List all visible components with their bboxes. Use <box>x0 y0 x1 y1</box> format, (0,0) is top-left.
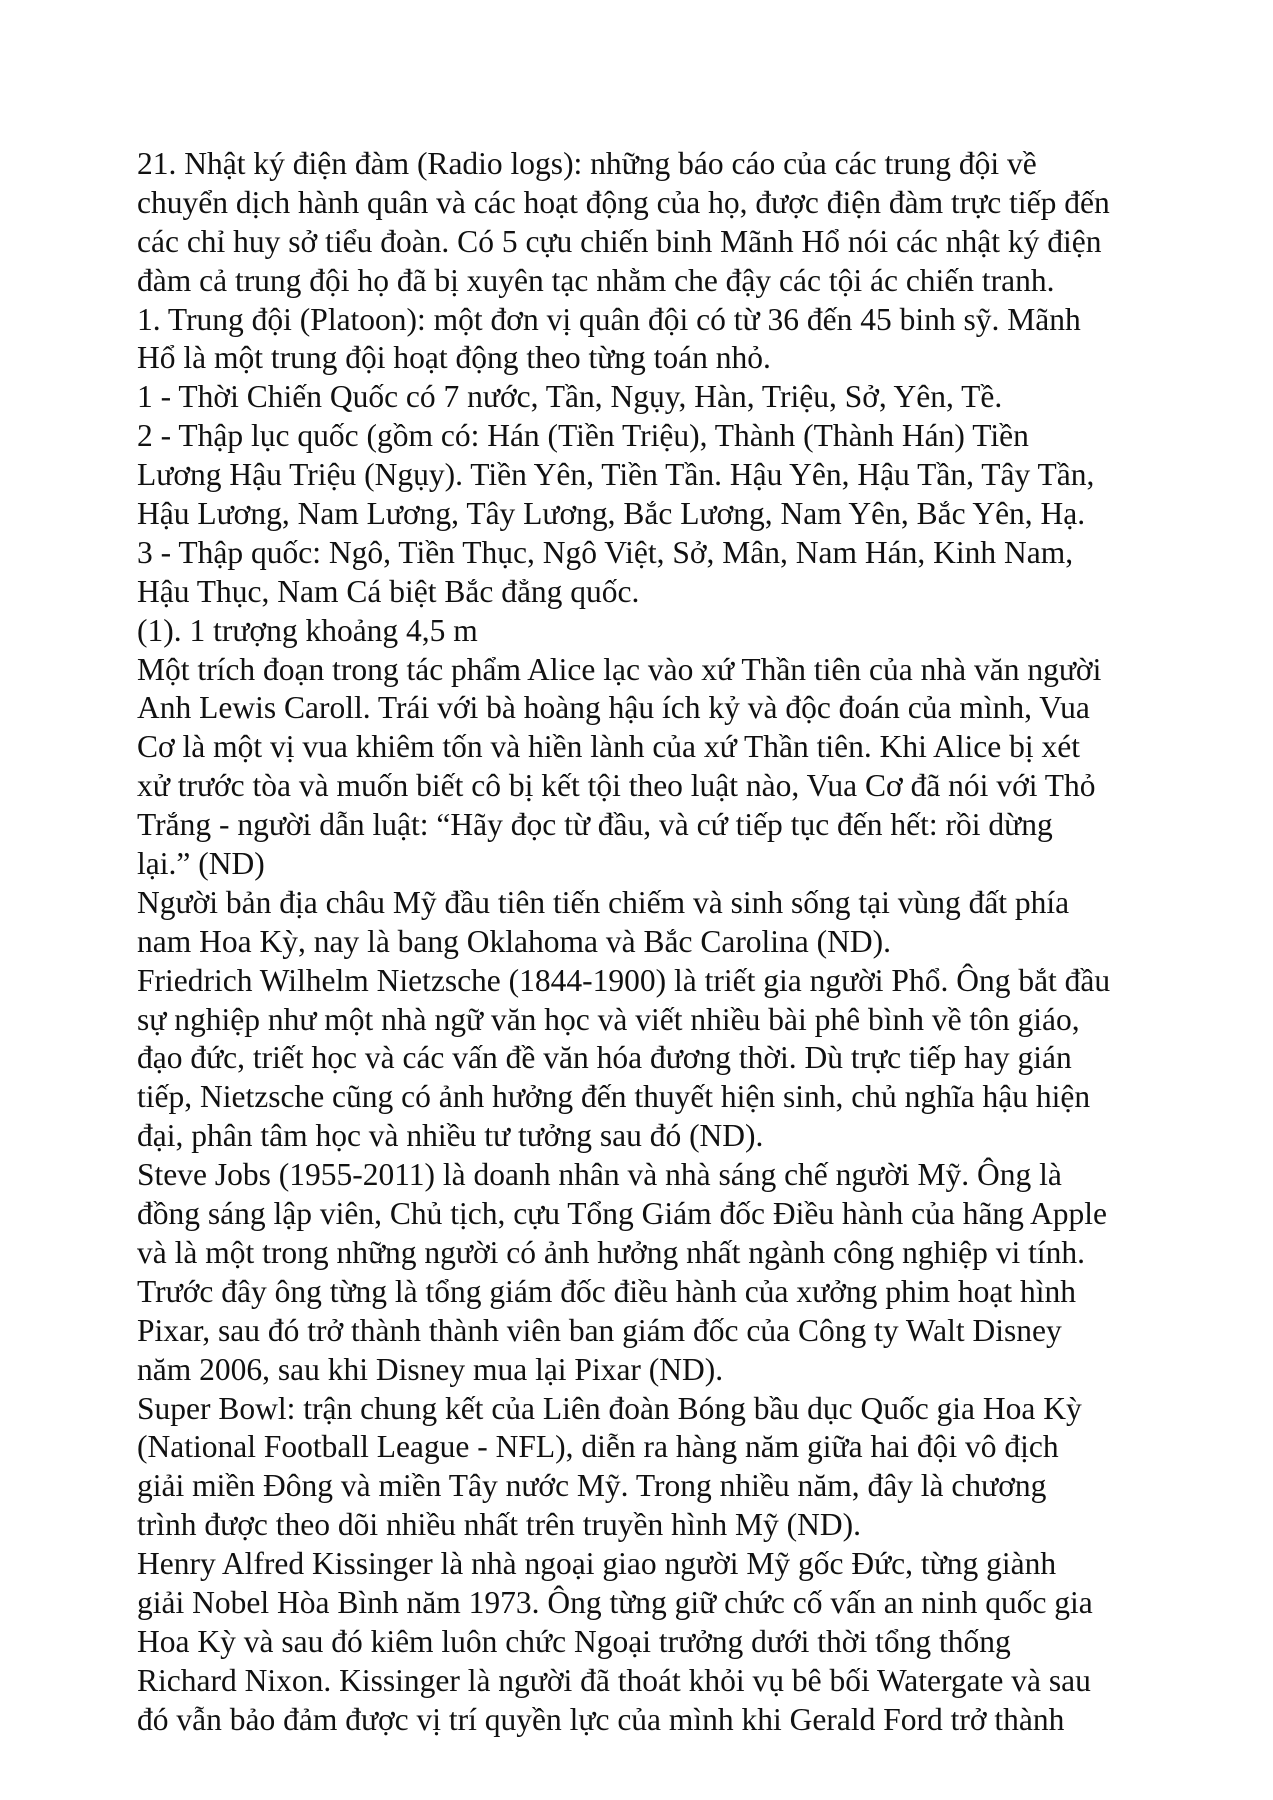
text-line: Pixar, sau đó trở thành thành viên ban giám đốc của Công ty Walt Disney <box>137 1312 1062 1348</box>
text-line: Super Bowl: trận chung kết của Liên đoàn Bóng bầu dục Quốc gia Hoa Kỳ <box>137 1390 1082 1426</box>
text-line: 3 - Thập quốc: Ngô, Tiền Thục, Ngô Việt, Sở, Mân, Nam Hán, Kinh Nam, <box>137 534 1074 570</box>
text-line: tiếp, Nietzsche cũng có ảnh hưởng đến thuyết hiện sinh, chủ nghĩa hậu hiện <box>137 1079 1091 1115</box>
text-line: Người bản địa châu Mỹ đầu tiên tiến chiếm và sinh sống tại vùng đất phía <box>137 884 1070 920</box>
text-line: trình được theo dõi nhiều nhất trên truyền hình Mỹ (ND). <box>137 1507 861 1543</box>
text-line: Một trích đoạn trong tác phẩm Alice lạc vào xứ Thần tiên của nhà văn người <box>137 651 1102 687</box>
text-line: chuyển dịch hành quân và các hoạt động của họ, được điện đàm trực tiếp đến <box>137 184 1110 220</box>
text-line: Anh Lewis Caroll. Trái với bà hoàng hậu ích kỷ và độc đoán của mình, Vua <box>137 690 1090 726</box>
text-line: và là một trong những người có ảnh hưởng nhất ngành công nghiệp vi tính. <box>137 1234 1086 1270</box>
text-line: năm 2006, sau khi Disney mua lại Pixar (ND). <box>137 1351 724 1387</box>
text-line: Cơ là một vị vua khiêm tốn và hiền lành của xứ Thần tiên. Khi Alice bị xét <box>137 729 1080 765</box>
text-line: giải Nobel Hòa Bình năm 1973. Ông từng giữ chức cố vấn an ninh quốc gia <box>137 1584 1093 1620</box>
text-line: Hậu Lương, Nam Lương, Tây Lương, Bắc Lương, Nam Yên, Bắc Yên, Hạ. <box>137 496 1086 532</box>
document-page <box>137 145 1177 1740</box>
text-line: Lương Hậu Triệu (Ngụy). Tiền Yên, Tiền Tần. Hậu Yên, Hậu Tần, Tây Tần, <box>137 457 1095 493</box>
text-line: đại, phân tâm học và nhiều tư tưởng sau đó (ND). <box>137 1118 764 1154</box>
text-line: đạo đức, triết học và các vấn đề văn hóa đương thời. Dù trực tiếp hay gián <box>137 1040 1072 1076</box>
text-line: 21. Nhật ký điện đàm (Radio logs): những báo cáo của các trung đội về <box>137 146 1037 181</box>
text-line: nam Hoa Kỳ, nay là bang Oklahoma và Bắc Carolina (ND). <box>137 923 892 959</box>
text-line: sự nghiệp như một nhà ngữ văn học và viết nhiều bài phê bình về tôn giáo, <box>137 1001 1080 1037</box>
text-line: Henry Alfred Kissinger là nhà ngoại giao người Mỹ gốc Đức, từng giành <box>137 1546 1057 1582</box>
text-line: các chỉ huy sở tiểu đoàn. Có 5 cựu chiến binh Mãnh Hổ nói các nhật ký điện <box>137 223 1102 259</box>
text-line: 1 - Thời Chiến Quốc có 7 nước, Tần, Ngụy, Hàn, Triệu, Sở, Yên, Tề. <box>137 379 1003 415</box>
text-line: (National Football League - NFL), diễn ra hàng năm giữa hai đội vô địch <box>137 1429 1059 1465</box>
text-line: Hậu Thục, Nam Cá biệt Bắc đẳng quốc. <box>137 573 640 609</box>
text-line: đó vẫn bảo đảm được vị trí quyền lực của mình khi Gerald Ford trở thành <box>137 1701 1065 1737</box>
text-line: Friedrich Wilhelm Nietzsche (1844-1900) là triết gia người Phổ. Ông bắt đầu <box>137 962 1111 998</box>
text-line: giải miền Đông và miền Tây nước Mỹ. Trong nhiều năm, đây là chương <box>137 1468 1047 1504</box>
text-line: (1). 1 trượng khoảng 4,5 m <box>137 612 478 648</box>
text-line: lại.” (ND) <box>137 846 265 882</box>
text-line: đàm cả trung đội họ đã bị xuyên tạc nhằm che đậy các tội ác chiến tranh. <box>137 262 1055 298</box>
text-line: Richard Nixon. Kissinger là người đã thoát khỏi vụ bê bối Watergate và sau <box>137 1662 1091 1698</box>
text-line: đồng sáng lập viên, Chủ tịch, cựu Tổng Giám đốc Điều hành của hãng Apple <box>137 1196 1108 1232</box>
text-line: Trước đây ông từng là tổng giám đốc điều hành của xưởng phim hoạt hình <box>137 1273 1076 1309</box>
text-line: Steve Jobs (1955-2011) là doanh nhân và nhà sáng chế người Mỹ. Ông là <box>137 1157 1062 1193</box>
text-line: Hổ là một trung đội hoạt động theo từng toán nhỏ. <box>137 340 771 376</box>
text-line: Hoa Kỳ và sau đó kiêm luôn chức Ngoại trưởng dưới thời tổng thống <box>137 1623 1011 1659</box>
text-line: 1. Trung đội (Platoon): một đơn vị quân đội có từ 36 đến 45 binh sỹ. Mãnh <box>137 301 1081 337</box>
text-line: Trắng - người dẫn luật: “Hãy đọc từ đầu, và cứ tiếp tục đến hết: rồi dừng <box>137 807 1053 843</box>
text-line: 2 - Thập lục quốc (gồm có: Hán (Tiền Triệu), Thành (Thành Hán) Tiền <box>137 418 1029 454</box>
text-line: xử trước tòa và muốn biết cô bị kết tội theo luật nào, Vua Cơ đã nói với Thỏ <box>137 768 1096 804</box>
